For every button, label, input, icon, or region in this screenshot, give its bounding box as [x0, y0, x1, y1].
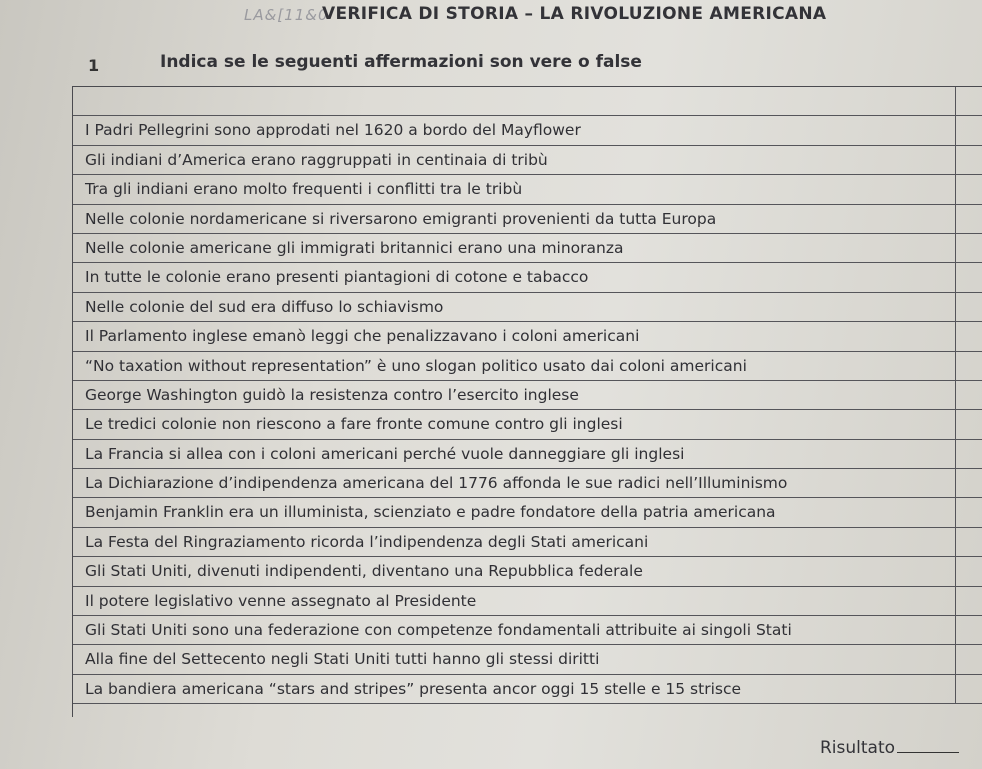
answer-cell[interactable]	[955, 645, 982, 673]
statement-text: I Padri Pellegrini sono approdati nel 1620 a bordo del Mayflower	[85, 121, 581, 140]
answer-cell[interactable]	[955, 587, 982, 615]
table-row	[73, 616, 982, 645]
statement-text: In tutte le colonie erano presenti piantagioni di cotone e tabacco	[85, 268, 589, 287]
answer-cell[interactable]	[955, 352, 982, 380]
answer-cell[interactable]	[955, 675, 982, 703]
table-row	[73, 146, 982, 175]
statement-text: Nelle colonie americane gli immigrati britannici erano una minoranza	[85, 238, 624, 257]
answer-cell[interactable]	[955, 498, 982, 526]
statement-text: La bandiera americana “stars and stripes” presenta ancor oggi 15 stelle e 15 strisce	[85, 679, 742, 698]
answer-cell[interactable]	[955, 146, 982, 174]
result-label: Risultato	[820, 738, 896, 758]
table-row	[73, 352, 982, 381]
table-row	[73, 675, 982, 704]
statement-text: Gli Stati Uniti sono una federazione con competenze fondamentali attribuite ai singoli Stati	[85, 621, 792, 640]
table-row	[73, 587, 982, 616]
statement-text: Il potere legislativo venne assegnato al Presidente	[85, 591, 477, 610]
question-number: 1	[88, 56, 100, 75]
statement-text: Benjamin Franklin era un illuminista, scienziato e padre fondatore della patria americana	[85, 503, 776, 522]
table-row	[73, 440, 982, 469]
table-row	[73, 645, 982, 674]
statement-text: La Dichiarazione d’indipendenza americana del 1776 affonda le sue radici nell’Illuminismo	[85, 474, 788, 493]
answer-cell[interactable]	[955, 528, 982, 556]
answer-cell[interactable]	[955, 175, 982, 203]
table-row	[73, 322, 982, 351]
answer-cell[interactable]	[955, 263, 982, 291]
table-row	[73, 234, 982, 263]
result-blank-line[interactable]	[897, 752, 959, 753]
answer-cell[interactable]	[955, 322, 982, 350]
statement-text: George Washington guidò la resistenza contro l’esercito inglese	[85, 385, 579, 404]
table-row	[73, 87, 982, 116]
statement-text: Il Parlamento inglese emanò leggi che penalizzavano i coloni americani	[85, 327, 640, 346]
statement-text: Alla fine del Settecento negli Stati Uniti tutti hanno gli stessi diritti	[85, 650, 600, 669]
statement-text: Nelle colonie nordamericane si riversarono emigranti provenienti da tutta Europa	[85, 209, 717, 228]
answer-cell[interactable]	[955, 469, 982, 497]
table-row	[73, 263, 982, 292]
statement-text: Le tredici colonie non riescono a fare fronte comune contro gli inglesi	[85, 415, 623, 434]
table-row	[73, 293, 982, 322]
handwritten-scribble: LA&[11&0	[244, 6, 329, 24]
table-row	[73, 557, 982, 586]
answer-cell[interactable]	[955, 381, 982, 409]
table-row	[73, 205, 982, 234]
statement-text: Nelle colonie del sud era diffuso lo schiavismo	[85, 297, 444, 316]
table-row	[73, 498, 982, 527]
result-field	[820, 738, 959, 758]
answer-cell[interactable]	[955, 616, 982, 644]
table-row	[73, 381, 982, 410]
table-row	[73, 528, 982, 557]
statement-text: Tra gli indiani erano molto frequenti i conflitti tra le tribù	[85, 180, 523, 199]
answer-cell[interactable]	[955, 410, 982, 438]
table-row	[73, 410, 982, 439]
statement-text: La Festa del Ringraziamento ricorda l’indipendenza degli Stati americani	[85, 532, 649, 551]
answer-cell[interactable]	[955, 440, 982, 468]
table-row	[73, 175, 982, 204]
answer-cell[interactable]	[955, 234, 982, 262]
statement-text: “No taxation without representation” è uno slogan politico usato dai coloni americani	[85, 356, 747, 375]
table-row	[73, 116, 982, 145]
answer-cell[interactable]	[955, 116, 982, 144]
answer-cell[interactable]	[955, 293, 982, 321]
statement-text: Gli Stati Uniti, divenuti indipendenti, diventano una Repubblica federale	[85, 562, 643, 581]
question-instruction: Indica se le seguenti affermazioni son vere o false	[160, 52, 642, 72]
statement-text: Gli indiani d’America erano raggruppati in centinaia di tribù	[85, 150, 548, 169]
true-false-table	[72, 86, 982, 717]
page-title: VERIFICA DI STORIA – LA RIVOLUZIONE AMERICANA	[322, 4, 827, 24]
answer-cell[interactable]	[955, 205, 982, 233]
answer-cell[interactable]	[955, 87, 982, 115]
table-row	[73, 469, 982, 498]
statement-text: La Francia si allea con i coloni americani perché vuole danneggiare gli inglesi	[85, 444, 685, 463]
answer-cell[interactable]	[955, 557, 982, 585]
